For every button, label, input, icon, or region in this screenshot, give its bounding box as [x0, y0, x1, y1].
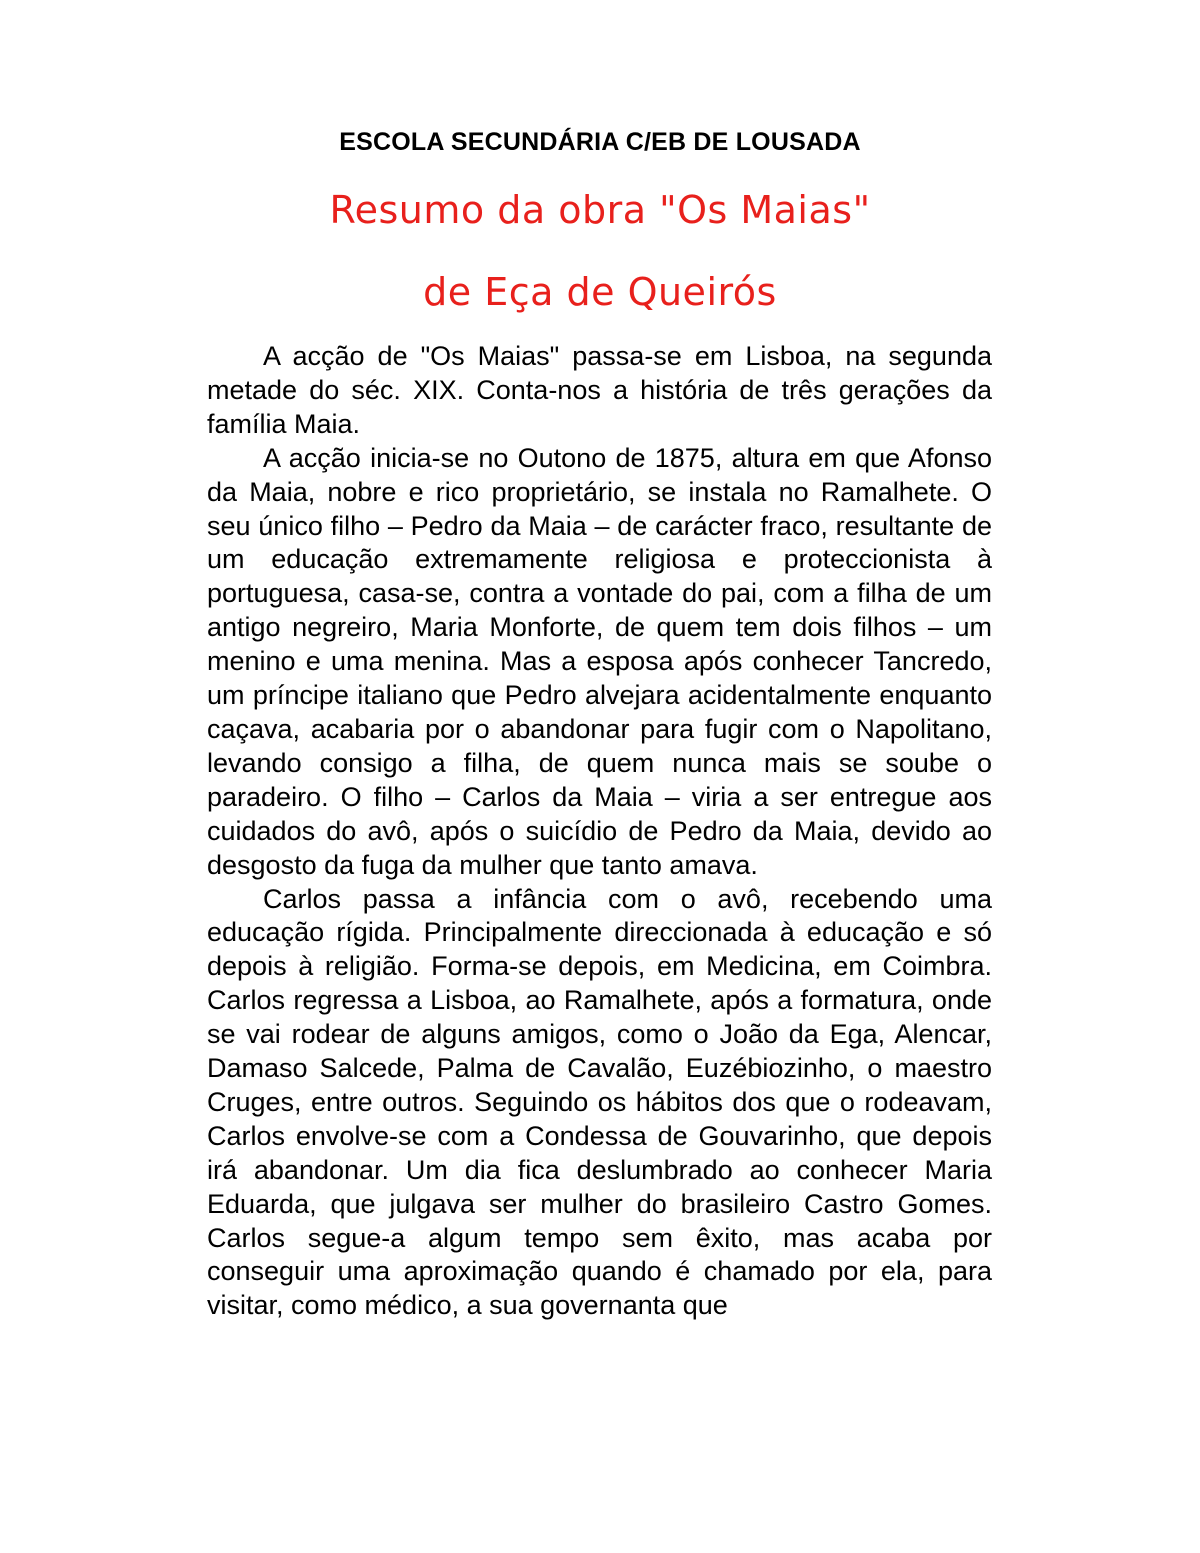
paragraph-1: A acção de "Os Maias" passa-se em Lisboa, na segunda metade do séc. XIX. Conta-nos a história de três gerações da família Maia.	[207, 341, 992, 439]
document-title-line-1: Resumo da obra "Os Maias"	[329, 188, 871, 232]
school-name: ESCOLA SECUNDÁRIA C/EB DE LOUSADA	[339, 128, 861, 156]
document-title-line-2: de Eça de Queirós	[423, 270, 777, 314]
paragraph-3: Carlos passa a infância com o avô, recebendo uma educação rígida. Principalmente direccionada à educação e só depois à religião. Forma-se depois, em Medicina, em Coimbra. Carlos regressa a Lisboa, ao Ramalhete, após a formatura, onde se vai rodear de alguns amigos, como o João da Ega, Alencar, Damaso Salcede, Palma de Cavalão, Euzébiozinho, o maestro Cruges, entre outros. Seguindo os hábitos dos que o rodeavam, Carlos envolve-se com a Condessa de Gouvarinho, que depois irá abandonar. Um dia fica deslumbrado ao conhecer Maria Eduarda, que julgava ser mulher do brasileiro Castro Gomes. Carlos segue-a algum tempo sem êxito, mas acaba por conseguir uma aproximação quando é chamado por ela, para visitar, como médico, a sua governanta que	[207, 883, 992, 1321]
document-body	[207, 340, 992, 1323]
paragraph-2: A acção inicia-se no Outono de 1875, altura em que Afonso da Maia, nobre e rico proprietário, se instala no Ramalhete. O seu único filho – Pedro da Maia – de carácter fraco, resultante de um educação extremamente religiosa e proteccionista à portuguesa, casa-se, contra a vontade do pai, com a filha de um antigo negreiro, Maria Monforte, de quem tem dois filhos – um menino e uma menina. Mas a esposa após conhecer Tancredo, um príncipe italiano que Pedro alvejara acidentalmente enquanto caçava, acabaria por o abandonar para fugir com o Napolitano, levando consigo a filha, de quem nunca mais se soube o paradeiro. O filho – Carlos da Maia – viria a ser entregue aos cuidados do avô, após o suicídio de Pedro da Maia, devido ao desgosto da fuga da mulher que tanto amava.	[207, 442, 992, 880]
